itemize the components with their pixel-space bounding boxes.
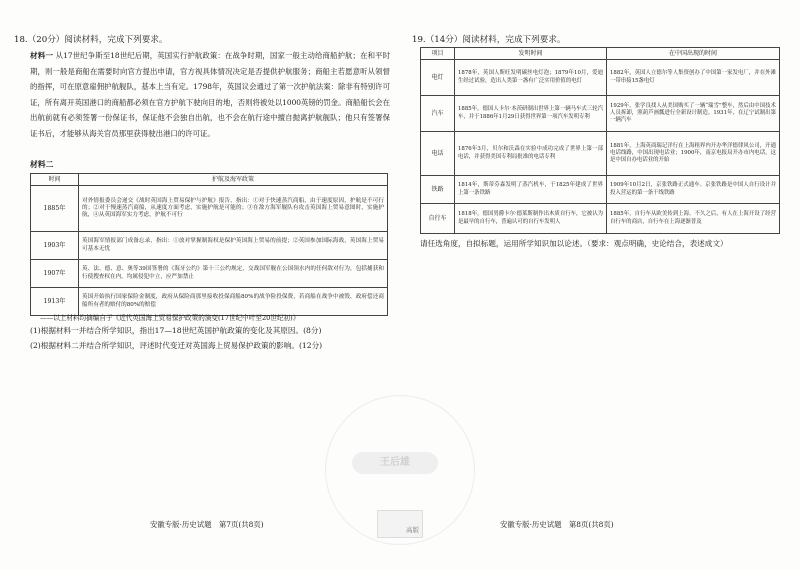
q19-header: 19.（14分）阅读材料，完成下列要求。 [412,35,566,45]
table-cell-invent: 1876年3月，贝尔和沃森在实验中成功完成了世界上第一部电话，并获得美国专利局批准的电话专利 [455,132,607,176]
page-footer: 安徽专版·历史试题 第8页(共8页) [500,520,614,529]
table-row [421,96,780,132]
table-cell-text: 英国开始执行国家保险金制度，政府从保险商那里接收投保商船80%的战争险投保费，若商船在战争中被毁，政府偿还商船所有者的赔付的80%的赔偿 [79,288,388,316]
invention-table [420,47,780,234]
watermark-logo: 王后雄 [352,452,438,474]
table-row [31,260,388,288]
table-cell-china: 1882年，英国人立德尔等人集资创办了中国第一家发电厂，并在外滩一带串接15盏电灯 [607,60,780,96]
table-header: 发明时间 [455,48,607,60]
table-cell-year: 1913年 [31,288,79,316]
table-cell-china: 1929年，张学良找人从美国购买了一辆“瑞雪”整车，然后由中国技术人员拆卸，照葫芦画瓢进行全新设计制造。1931年，在辽宁试制出第一辆汽车 [607,96,780,132]
table-cell-year: 1885年 [31,186,79,232]
table-cell-year: 1907年 [31,260,79,288]
table-cell-text: 英、法、德、意、奥等39国签署的《海牙公约》第十三公约规定，交战国军舰在公国领水内的任何敌对行为，包括捕获和行使搜查权在内，均属侵犯中立，应严加禁止 [79,260,388,288]
table-cell-invent: 1885年，德国人卡尔·本茨研制出世界上第一辆马车式三轮汽车，并于1886年1月29日获得世界第一项汽车发明专利 [455,96,607,132]
table-cell-invent: 1818年，德国男爵卡尔·德莱斯制作出木质自行车，它被认为是最早的自行车，普遍认可的自行车发明人 [455,204,607,234]
table-cell-item: 电话 [421,132,455,176]
table-row [421,204,780,234]
table-row [421,60,780,96]
table-cell-item: 电灯 [421,60,455,96]
table-header: 时间 [31,174,79,186]
table-header: 护航及海军政策 [79,174,388,186]
table-cell-invent: 1814年，斯蒂芬森发明了蒸汽机车，于1825年建成了世界上第一条铁路 [455,176,607,204]
table-cell-item: 自行车 [421,204,455,234]
essay-requirement: 请任选角度，自拟标题，运用所学知识加以论述。（要求：观点明确，史论结合，表述成文） [420,239,728,248]
table-cell-china: 1909年10月2日，京张铁路正式通车。京张铁路是中国人自行设计并投入营运的第一条干线铁路 [607,176,780,204]
table-cell-item: 汽车 [421,96,455,132]
table-row [31,232,388,260]
source-citation: ——以上材料均摘编自于《近代英国海上贸易保护政策的演变(17世纪中叶至20世纪初)》 [40,314,300,322]
material1-label: 材料一 [30,51,54,60]
page-footer: 安徽专版·历史试题 第7页(共8页) [150,520,264,529]
table-row [421,132,780,176]
table-cell-china: 1885年，自行车从欧美传到上海。不久之后，有人在上海开设了经营自行车的商店，自行车在上海逐渐普及 [607,204,780,234]
watermark-stamp-label: 高版 [406,526,419,534]
table-header: 项目 [421,48,455,60]
sub-question-2: (2)根据材料二并结合所学知识，评述时代变迁对英国海上贸易保护政策的影响。(12分) [30,341,323,350]
table-row [31,186,388,232]
watermark-stamp [377,510,423,538]
material2-label: 材料二 [30,160,54,169]
table-cell-item: 铁路 [421,176,455,204]
material1 [30,48,390,142]
table-cell-text: 英国海军情报部门成备忘录，指出：①放对掌握制海权是保护英国海上贸易的前提；②英国参加国际海战，英国海上贸易可基本无忧 [79,232,388,260]
policy-table [30,173,388,316]
table-cell-text: 对外情报委员会递交《战时英国海上贸易保护与护航》报告，指出：①对于快速蒸汽商船，由于速度原因，护航是不可行的；②对于慢速蒸汽商船，从速度方面考虑，实施护航是可能的；③在敌方海军舰队有攻击英国海上贸易意图时，实施护航，④从英国海军实力考虑，护航不可行 [79,186,388,232]
table-header-row [421,48,780,60]
q18-header: 18.（20分）阅读材料，完成下列要求。 [14,35,168,45]
sub-question-1: (1)根据材料一并结合所学知识，指出17—18世纪英国护航政策的变化及其原因。(8分) [30,326,322,335]
table-row [421,176,780,204]
table-cell-year: 1903年 [31,232,79,260]
material1-text: 从17世纪争斯至18世纪后期，英国实行护航政策：在战争时期，国家一般主动给商船护航；在和平时期，则一般是商船在需要时向官方提出申请，官方视具体情况决定是否提供护航服务；商船主若愿意听从领督的指挥，可在原意雇佣护航舰队，基本上当有定。1798年，英国议会通过了第一次护航法案：除非有特别许可证，所有离开英国港口的商船都必须在官方护航下驶向目的地，否则将被处以1000英镑的罚金。商船船长会在出航前就有必须签署一份保证书，保证他不会独自出航，也不会在航行途中擅自抛离护航舰队；他只有签署保证书后，才能够从海关官员那里获得驶出港口的许可证。 [30,51,390,138]
table-cell-china: 1881年，上海英商瑞记洋行在上海租界内开办华洋德律风公司，开通电话线路，中国出现电话业；1900年，南京电报局开办市内电话，这是中国自办电话业的开始 [607,132,780,176]
table-header: 在中国出现的时间 [607,48,780,60]
table-header-row [31,174,388,186]
table-cell-invent: 1878年，英国人斯旺发明碳丝电灯泡；1879年10月，爱迪生经过试验，造出人类第一盏有广泛实用价值的电灯 [455,60,607,96]
